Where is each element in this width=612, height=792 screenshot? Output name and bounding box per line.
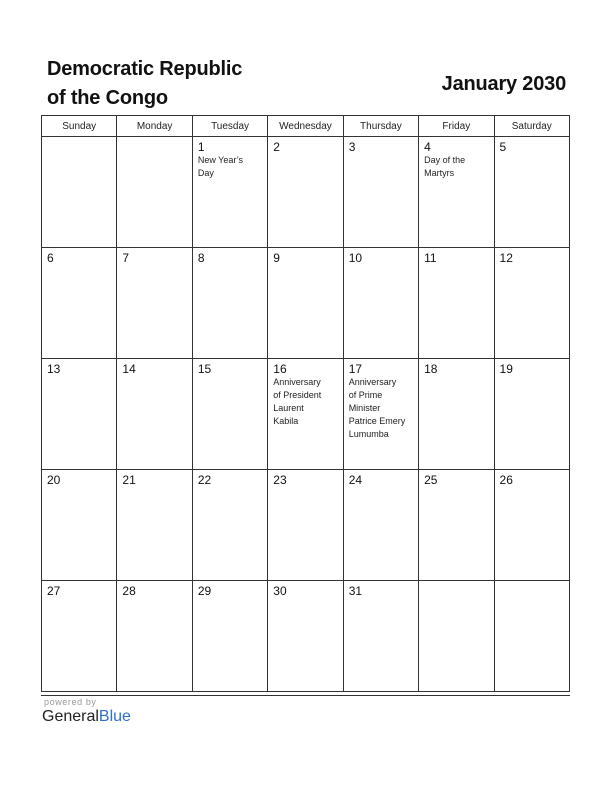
day-cell [192,248,267,359]
week-row [42,359,570,470]
calendar-grid [41,115,570,692]
day-cell [343,581,418,692]
footer-divider [41,695,570,696]
calendar-weeks [42,137,570,692]
day-cell [192,581,267,692]
day-number: 9 [273,251,280,265]
week-row [42,137,570,248]
day-cell [419,137,494,248]
holiday-label: Laurent [273,403,304,413]
holiday-label: Day [197,168,214,178]
day-number: 8 [197,251,205,265]
day-cell [268,248,343,359]
day-number: 7 [122,251,130,265]
day-number: 3 [348,140,356,154]
day-number: 20 [47,473,61,487]
day-number: 6 [47,251,54,265]
day-cell [419,248,494,359]
week-row [42,470,570,581]
weekday-thursday: Thursday [343,116,418,137]
weekday-monday: Monday [117,116,192,137]
generalblue-logo[interactable] [42,708,131,726]
day-cell [343,137,418,248]
day-cell [494,248,569,359]
day-number: 24 [348,473,363,487]
day-cell [343,470,418,581]
day-number: 21 [122,473,136,487]
holiday-label: New Year’s [197,155,244,165]
holiday-label: Lumumba [348,429,389,439]
day-cell [268,359,343,470]
day-number: 5 [499,140,507,154]
weekday-friday: Friday [419,116,494,137]
holiday-label: Martyrs [424,168,455,178]
day-number: 27 [47,584,61,598]
holiday-label: of President [273,390,322,400]
empty-day-cell [42,137,117,248]
day-cell [494,359,569,470]
day-cell [494,137,569,248]
month-title: January 2030 [441,73,566,95]
day-number: 28 [122,584,136,598]
day-cell [268,137,343,248]
day-cell [42,470,117,581]
day-number: 25 [424,473,438,487]
holiday-label: Day of the [424,155,466,165]
day-cell [343,359,418,470]
day-number: 15 [197,362,212,376]
day-number: 23 [273,473,287,487]
day-number: 10 [348,251,363,265]
day-cell [117,581,192,692]
country-title [47,55,307,113]
day-cell [192,359,267,470]
day-cell [117,470,192,581]
weekday-sunday: Sunday [42,116,117,137]
day-cell [117,248,192,359]
day-number: 18 [424,362,438,376]
weekday-saturday: Saturday [494,116,569,137]
day-cell [117,359,192,470]
weekday-wednesday: Wednesday [268,116,343,137]
day-cell [419,359,494,470]
day-number: 14 [122,362,136,376]
day-number: 13 [47,362,61,376]
day-cell [42,359,117,470]
brand-general-text: General [42,708,99,725]
holiday-label: Anniversary [348,377,397,387]
day-number: 19 [499,362,513,376]
empty-day-cell [117,137,192,248]
day-number: 12 [499,251,513,265]
empty-day-cell [419,581,494,692]
holiday-label: Kabila [273,416,299,426]
powered-by-label: powered by [44,697,97,707]
country-title-line1: Democratic Republic [47,58,243,80]
day-number: 17 [348,362,363,376]
day-number: 2 [273,140,280,154]
weekday-tuesday: Tuesday [192,116,267,137]
day-cell [268,581,343,692]
day-cell [42,581,117,692]
country-title-line2: of the Congo [47,87,168,109]
day-cell [419,470,494,581]
day-number: 29 [197,584,212,598]
week-row [42,248,570,359]
day-cell [192,137,267,248]
day-number: 16 [273,362,287,376]
day-cell [192,470,267,581]
day-number: 4 [424,140,431,154]
day-number: 31 [348,584,363,598]
day-cell [268,470,343,581]
weekday-header-row [42,116,570,137]
day-cell [343,248,418,359]
holiday-label: Minister [348,403,381,413]
holiday-label: of Prime [348,390,383,400]
day-number: 1 [197,140,205,154]
empty-day-cell [494,581,569,692]
week-row [42,581,570,692]
day-number: 22 [197,473,212,487]
holiday-label: Anniversary [273,377,321,387]
day-cell [494,470,569,581]
holiday-label: Patrice Emery [348,416,406,426]
day-number: 30 [273,584,287,598]
day-number: 26 [499,473,513,487]
day-cell [42,248,117,359]
day-number: 11 [424,251,437,265]
brand-blue-text: Blue [98,708,131,725]
